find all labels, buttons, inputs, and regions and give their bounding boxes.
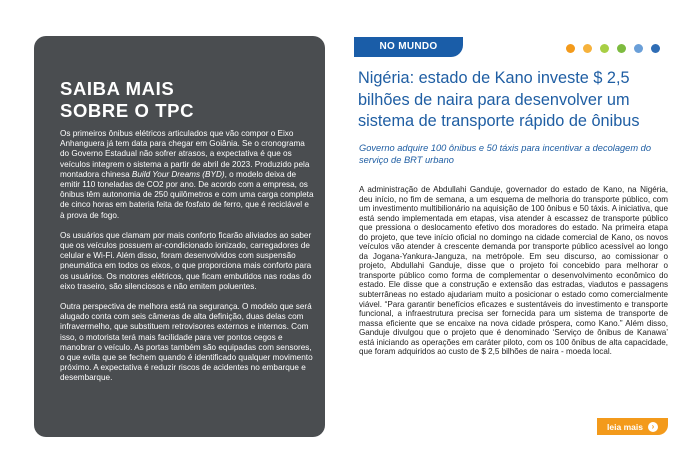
sidebar-panel <box>34 36 325 437</box>
sidebar-p1-text-b: , o modelo deixa de emitir 110 toneladas de CO2 por ano. De acordo com a empresa, os ônibus têm autonomia de 250 quilômetros e com uma carga completa de cinco horas em bateria feita de fosfato de ferro, que é reciclável e à prova de fogo. <box>60 169 314 220</box>
dot-4 <box>617 44 626 53</box>
sidebar-paragraph-2: Os usuários que clamam por mais conforto ficarão aliviados ao saber que os veículos possuem ar-condicionado ionizado, carregadores de celular e Wi-Fi. Além disso, foram desenvolvidos com suspensão pneumática em todos os eixos, o que proporciona mais conforto para os usuários. Os motores elétricos, que ficam embutidos nas rodas do eixo traseiro, são silenciosos e não emitem poluentes. <box>60 230 312 291</box>
sidebar-p1-text-a: Os primeiros ônibus elétricos articulados que vão compor o Eixo Anhanguera já tem data para chegar em Goiânia. Se o cronograma do Governo Estadual não sofrer atrasos, a expectativa é que os veículos integrem o sistema a partir de abril de 2023. Produzido pela montadora chinesa <box>60 129 310 179</box>
dot-2 <box>583 44 592 53</box>
dot-6 <box>651 44 660 53</box>
chevron-right-icon: › <box>648 422 658 432</box>
read-more-button[interactable] <box>597 418 668 435</box>
article-body: A administração de Abdullahi Ganduje, governador do estado de Kano, na Nigéria, deu início, no fim de semana, a um esquema de melhoria do transporte público, com um investimento multibilionário na aquisição de 100 ônibus e 50 táxis. A iniciativa, que está sendo implementada em etapas, visa atender à escassez de transporte público que pressiona o deslocamento efetivo dos moradores do estado. Na primeira etapa do projeto, que teve início oficial no domingo na cidade comercial de Kano, os novos veículos vão atender à crescente demanda por transporte público acessível ao longo da Jogana-Yankura-Janguza, na metrópole. Em seu discurso, ao comissionar o projeto, Abdullahi Ganduje, disse que o projeto foi concebido para melhorar o transporte público como forma de complementar o desenvolvimento econômico do estado. Ele disse que a construção e extensão das estradas, viadutos e passagens subterrâneas no estado ajudariam muito a posicionar o estado como comercialmente viável. “Para garantir benefícios eficazes e sustentáveis do investimento e transporte funcional, a infraestrutura precisa ser fornecida para um sistema de transporte de massa eficiente que se encaixe na nova cidade próspera, como Kano.” Além disso, Ganduje divulgou que o projeto que é denominado ‘Serviço de ônibus de Kanawa’ está iniciando as operações em caráter piloto, com os 100 ônibus de alta capacidade, que foram adquiridos ao custo de $ 2,5 bilhões de naira - moeda local. <box>359 185 668 357</box>
sidebar-paragraph-3: Outra perspectiva de melhora está na segurança. O modelo que será alugado conta com seis câmeras de alta definição, duas delas com infravermelho, que substituem retrovisores externos e internos. Com isso, o motorista terá mais facilidade para ver pontos cegos e manobrar o veículo. As portas também são equipadas com sensores, o que evita que se fechem quando é identificado qualquer movimento próximo. A expectativa é reduzir riscos de acidentes no embarque e desembarque. <box>60 302 313 383</box>
read-more-label: leia mais <box>607 421 643 432</box>
article-subtitle: Governo adquire 100 ônibus e 50 táxis para incentivar a decolagem do serviço de BRT urbano <box>359 143 652 165</box>
article-headline: Nigéria: estado de Kano investe $ 2,5 bilhões de naira para desenvolver um sistema de transporte rápido de ônibus <box>358 69 640 130</box>
dot-1 <box>566 44 575 53</box>
section-tag: NO MUNDO <box>354 37 463 57</box>
sidebar-title-line2: SOBRE O TPC <box>60 100 195 121</box>
sidebar-title-line1: SAIBA MAIS <box>60 78 175 99</box>
dot-5 <box>634 44 643 53</box>
dot-3 <box>600 44 609 53</box>
sidebar-title <box>60 78 315 122</box>
sidebar-p1-brand: Build Your Dreams (BYD) <box>131 169 225 179</box>
sidebar-paragraph-1 <box>60 129 315 221</box>
